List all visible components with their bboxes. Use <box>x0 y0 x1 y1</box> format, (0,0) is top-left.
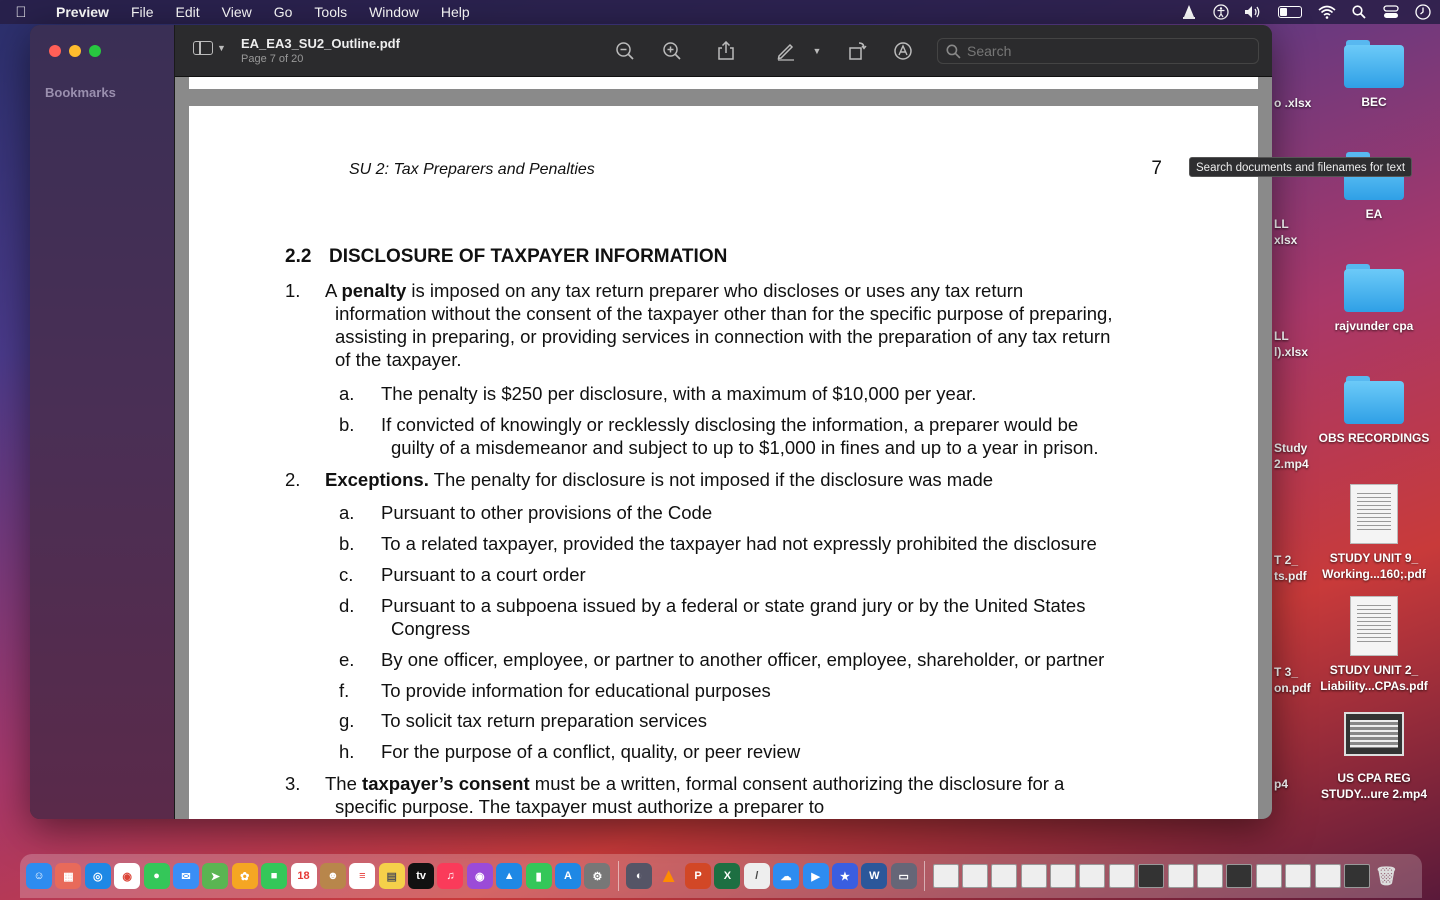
pdf-thumbnail-icon <box>1350 596 1398 656</box>
sublist-item: Pursuant to other provisions of the Code <box>381 502 713 523</box>
menu-help[interactable]: Help <box>440 4 470 20</box>
desktop-item-partial[interactable]: LL xlsx <box>1274 217 1298 247</box>
messages-icon[interactable]: ● <box>144 863 170 889</box>
accessibility-icon[interactable] <box>1212 4 1230 20</box>
list-number: 2. <box>285 469 301 490</box>
list-item: A penalty is imposed on any tax return preparer who discloses or uses any tax return <box>325 280 1024 301</box>
close-window-button[interactable] <box>49 45 61 57</box>
desktop-item-partial[interactable]: T 3_ on.pdf <box>1274 665 1311 695</box>
sublist-item: By one officer, employee, or partner to another officer, employee, shareholder, or partner <box>381 649 1105 670</box>
maps-icon[interactable]: ➤ <box>202 863 228 889</box>
menu-bar <box>0 0 1440 24</box>
section-number: 2.2 <box>285 246 312 267</box>
dock-recent-file[interactable] <box>1285 864 1311 888</box>
music-icon[interactable]: ♫ <box>437 863 463 889</box>
sublist-item: Pursuant to a court order <box>381 564 586 585</box>
list-number: 1. <box>285 280 301 301</box>
rotate-button[interactable] <box>845 39 869 63</box>
sublist-item: Pursuant to a subpoena issued by a federal or state grand jury or by the United States <box>381 595 1086 616</box>
window-controls <box>49 45 101 57</box>
sublist-item: The penalty is $250 per disclosure, with a maximum of $10,000 per year. <box>381 383 977 404</box>
desktop-file-study-unit-9[interactable] <box>1314 484 1434 582</box>
sublist-item-line: guilty of a misdemeanor and subject to up to $1,000 in fines and up to a year in prison. <box>391 437 1099 458</box>
dock-recent-file[interactable] <box>1256 864 1282 888</box>
desktop-item-label: STUDY UNIT 9_ <box>1329 551 1419 565</box>
script-editor-icon[interactable]: / <box>744 863 770 889</box>
sublist-letter: b. <box>339 533 355 554</box>
search-field[interactable] <box>937 38 1259 64</box>
section-title: DISCLOSURE OF TAXPAYER INFORMATION <box>329 246 728 267</box>
search-tooltip: Search documents and filenames for text <box>1189 157 1412 177</box>
word-icon[interactable]: W <box>861 863 887 889</box>
sublist-letter: g. <box>339 710 355 731</box>
zoom-window-button[interactable] <box>89 45 101 57</box>
list-item: Exceptions. The penalty for disclosure is not imposed if the disclosure was made <box>325 469 994 490</box>
markup-pen-button[interactable] <box>774 39 798 63</box>
dock-recent-file[interactable] <box>1079 864 1105 888</box>
contacts-icon[interactable]: ☻ <box>320 863 346 889</box>
sublist-letter: f. <box>339 680 350 701</box>
search-input[interactable] <box>967 43 1247 59</box>
section-heading <box>285 246 727 268</box>
zoom-out-button[interactable] <box>613 39 637 63</box>
sidebar-toggle-button[interactable] <box>193 41 226 55</box>
desktop-item-partial[interactable]: T 2_ ts.pdf <box>1274 553 1307 583</box>
menu-file[interactable]: File <box>130 4 154 20</box>
dock-recent-file[interactable] <box>1315 864 1341 888</box>
menu-window[interactable]: Window <box>369 4 419 20</box>
sublist-item: If convicted of knowingly or recklessly disclosing the information, a preparer would be <box>381 414 1079 435</box>
vlc-icon[interactable]: ▲ <box>658 864 679 887</box>
list-item-line: information without the consent of the taxpayer other than for the specific purpose of preparing, <box>335 303 1113 324</box>
list-item-line: assisting in preparing, or providing services in connection with the preparation of any tax return <box>335 326 1111 347</box>
share-button[interactable] <box>714 39 738 63</box>
app-store-icon[interactable]: A <box>555 863 581 889</box>
sublist-letter: b. <box>339 414 355 435</box>
apple-tv-icon[interactable]: tv <box>408 863 434 889</box>
rotate-icon <box>847 41 867 61</box>
vlc-status-icon[interactable] <box>1180 4 1198 20</box>
list-number: 3. <box>285 773 301 794</box>
dock-separator <box>924 861 925 891</box>
spotlight-search-icon[interactable] <box>1350 4 1368 20</box>
running-head: SU 2: Tax Preparers and Penalties <box>349 161 595 178</box>
desktop-item-label: Liability...CPAs.pdf <box>1320 679 1428 693</box>
sublist-letter: a. <box>339 383 355 404</box>
reminders-icon[interactable]: ≡ <box>349 863 375 889</box>
video-thumbnail-icon <box>1344 712 1404 756</box>
dock-recent-file[interactable] <box>1344 864 1370 888</box>
sidebar <box>30 25 175 819</box>
menu-tools[interactable]: Tools <box>314 4 348 20</box>
desktop-item-label: OBS RECORDINGS <box>1318 431 1430 445</box>
menu-app-name[interactable]: Preview <box>56 4 109 20</box>
sublist-letter: h. <box>339 741 355 762</box>
dock-recent-file[interactable] <box>962 864 988 888</box>
volume-icon[interactable] <box>1244 4 1262 20</box>
desktop-item-label: BEC <box>1361 95 1387 109</box>
zoom-out-icon <box>615 41 635 61</box>
desktop-item-label: STUDY UNIT 2_ <box>1329 663 1419 677</box>
document-title: EA_EA3_SU2_Outline.pdf <box>241 36 400 51</box>
desktop-item-partial[interactable]: Study 2.mp4 <box>1274 441 1309 471</box>
sublist-item: To solicit tax return preparation services <box>381 710 707 731</box>
desktop-folder-obs[interactable] <box>1314 376 1434 446</box>
dock-recent-file[interactable] <box>1168 864 1194 888</box>
dock-recent-file[interactable] <box>1050 864 1076 888</box>
desktop-item-label: STUDY...ure 2.mp4 <box>1320 787 1428 801</box>
sublist-letter: c. <box>339 564 354 585</box>
photos-icon[interactable]: ✿ <box>232 863 258 889</box>
pdf-page <box>189 106 1258 819</box>
imovie-icon[interactable]: ★ <box>832 863 858 889</box>
excel-icon[interactable]: X <box>714 863 740 889</box>
menu-view[interactable]: View <box>221 4 252 20</box>
page-indicator: Page 7 of 20 <box>241 53 304 65</box>
menu-go[interactable]: Go <box>273 4 293 20</box>
desktop-item-partial[interactable]: LL l).xlsx <box>1274 329 1309 359</box>
dock-recent-file[interactable] <box>1226 864 1252 888</box>
share-icon <box>717 41 735 61</box>
folder-icon <box>1344 376 1404 424</box>
document-viewport[interactable] <box>175 77 1272 819</box>
minimize-window-button[interactable] <box>69 45 81 57</box>
chat-app-icon[interactable]: ☁ <box>773 863 799 889</box>
desktop-folder-bec[interactable] <box>1314 40 1434 110</box>
system-preferences-icon[interactable]: ⚙ <box>584 863 610 889</box>
toolbar <box>175 25 1272 77</box>
markup-toolbar-button[interactable] <box>891 39 915 63</box>
zoom-in-icon <box>662 41 682 61</box>
sublist-item: For the purpose of a conflict, quality, or peer review <box>381 741 801 762</box>
dock-recent-file[interactable] <box>933 864 959 888</box>
finder-icon[interactable]: ☺ <box>26 863 52 889</box>
battery-icon[interactable] <box>1276 4 1304 20</box>
control-center-icon[interactable] <box>1382 4 1400 20</box>
desktop-folder-rajvunder[interactable] <box>1314 264 1434 334</box>
clock-icon[interactable] <box>1414 4 1432 20</box>
powerpoint-icon[interactable]: P <box>685 863 711 889</box>
chevron-down-icon: ▼ <box>217 43 226 53</box>
page-number: 7 <box>1151 158 1162 179</box>
list-item: The taxpayer’s consent must be a written, formal consent authorizing the disclosure for a <box>325 773 1065 794</box>
chrome-icon[interactable]: ◉ <box>114 863 140 889</box>
dock-separator <box>618 861 619 891</box>
dock-recent-file[interactable] <box>1021 864 1047 888</box>
mail-icon[interactable]: ✉ <box>173 863 199 889</box>
dock-recent-file[interactable] <box>1138 864 1164 888</box>
pdf-thumbnail-icon <box>1350 484 1398 544</box>
notes-icon[interactable]: ▤ <box>379 863 405 889</box>
desktop-item-label: US CPA REG <box>1337 771 1411 785</box>
desktop-file-study-unit-2[interactable] <box>1314 596 1434 694</box>
trash-icon[interactable]: 🗑 <box>1374 865 1398 886</box>
sublist-letter: d. <box>339 595 355 616</box>
dock-recent-file[interactable] <box>1109 864 1135 888</box>
list-item-line: specific purpose. The taxpayer must authorize a preparer to <box>335 796 825 817</box>
folder-icon <box>1344 264 1404 312</box>
apple-menu-icon[interactable] <box>0 4 42 21</box>
desktop-item-partial[interactable]: p4 <box>1274 777 1289 791</box>
numbers-icon[interactable]: ▮ <box>526 863 552 889</box>
dock <box>20 854 1422 898</box>
chevron-down-icon: ▼ <box>812 46 822 56</box>
pen-icon <box>776 41 796 61</box>
desktop-item-label: EA <box>1365 207 1383 221</box>
sublist-letter: a. <box>339 502 355 523</box>
list-item-line: of the taxpayer. <box>335 349 462 370</box>
sublist-item: To a related taxpayer, provided the taxpayer had not expressly prohibited the disclosure <box>381 533 1097 554</box>
calendar-icon[interactable]: 18 <box>291 863 317 889</box>
sublist-item-line: Congress <box>391 618 471 639</box>
zoom-app-icon[interactable]: ▶ <box>803 863 829 889</box>
folder-icon <box>1344 40 1404 88</box>
sidebar-title: Bookmarks <box>45 85 116 100</box>
safari-icon[interactable]: ◎ <box>85 863 111 889</box>
preview-app-icon[interactable]: ◐ <box>626 863 652 889</box>
search-icon <box>946 44 961 59</box>
desktop-item-label: Working...160;.pdf <box>1322 567 1426 581</box>
sublist-letter: e. <box>339 649 355 670</box>
launchpad-icon[interactable]: ▦ <box>55 863 81 889</box>
dock-recent-file[interactable] <box>991 864 1017 888</box>
markup-options-button[interactable] <box>809 39 825 63</box>
menu-edit[interactable]: Edit <box>175 4 200 20</box>
sublist-item: To provide information for educational purposes <box>381 680 771 701</box>
previous-page-edge <box>189 77 1258 89</box>
sidebar-icon <box>193 41 213 55</box>
desktop-item-label: rajvunder cpa <box>1334 319 1414 333</box>
markup-icon <box>893 41 913 61</box>
desktop-item-partial[interactable]: o .xlsx <box>1274 96 1312 110</box>
keynote-icon[interactable]: ▲ <box>496 863 522 889</box>
screenshot-app-icon[interactable]: ▭ <box>891 863 917 889</box>
wifi-icon[interactable] <box>1318 4 1336 20</box>
facetime-icon[interactable]: ■ <box>261 863 287 889</box>
desktop-file-us-cpa-reg[interactable] <box>1314 704 1434 802</box>
dock-recent-file[interactable] <box>1197 864 1223 888</box>
zoom-in-button[interactable] <box>660 39 684 63</box>
podcasts-icon[interactable]: ◉ <box>467 863 493 889</box>
preview-window <box>30 25 1272 819</box>
